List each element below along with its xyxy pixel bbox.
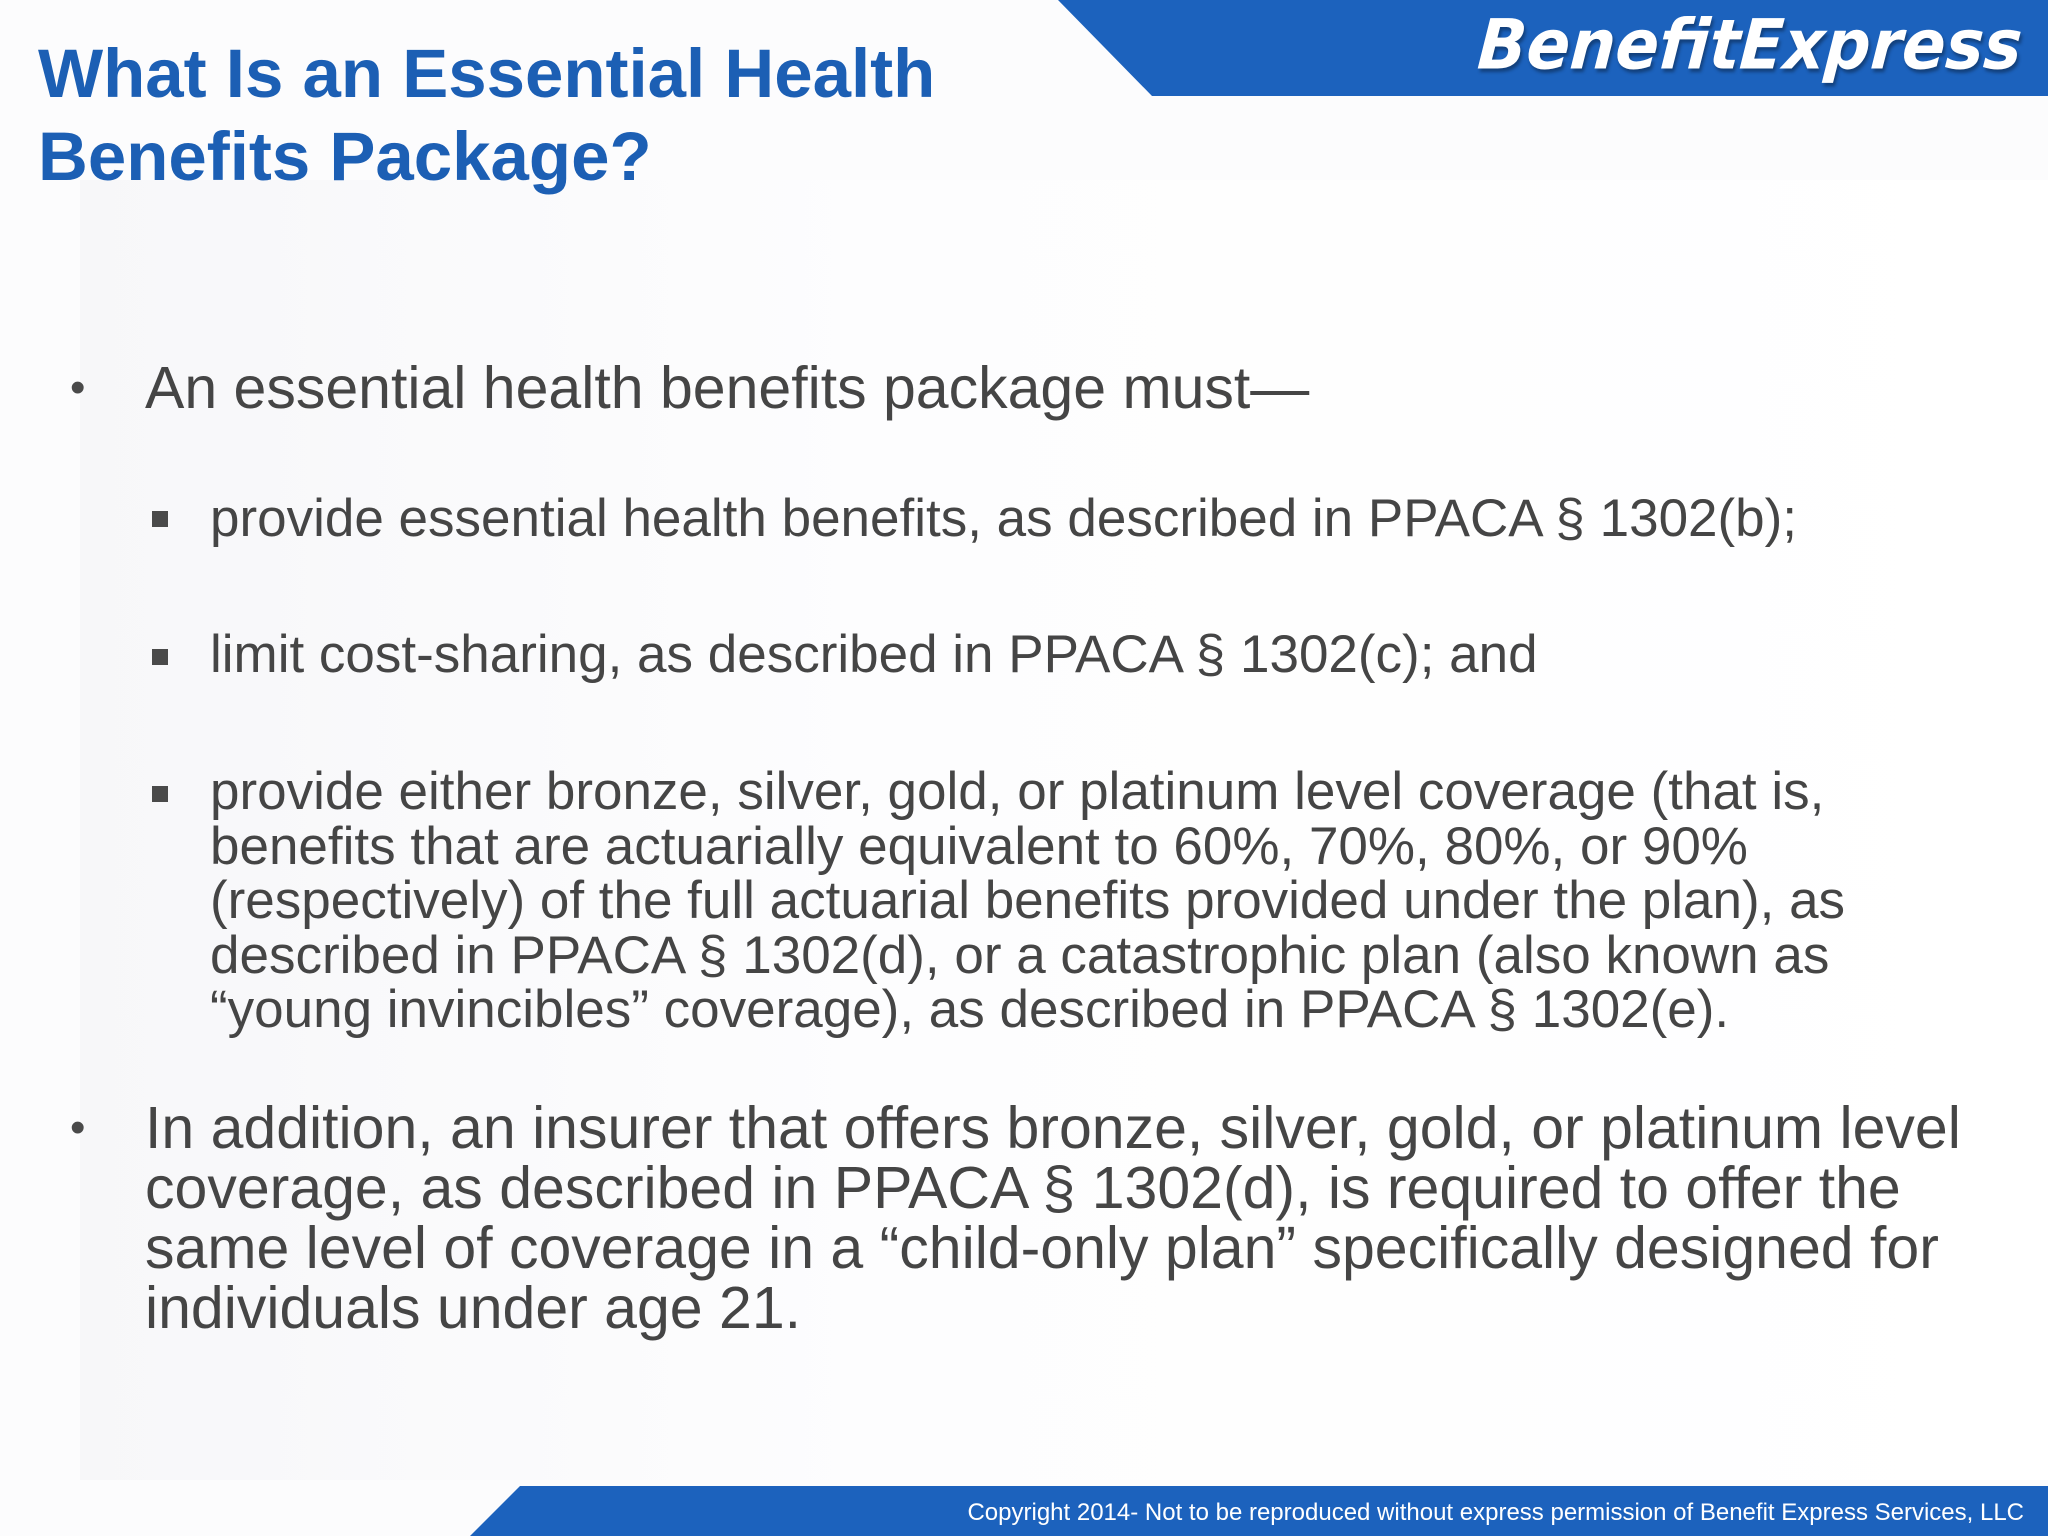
bullet-marker: • [70, 363, 86, 412]
brand-logo-word-1: Benefit [1475, 6, 1743, 86]
page-title-line-2: Benefits Package? [38, 118, 652, 195]
sub-bullet-1-text: provide essential health benefits, as described in PPACA § 1302(b); [210, 489, 1798, 548]
sub-bullet-3-text: provide either bronze, silver, gold, or platinum level coverage (that is, benefits that are actuarially equivalent to 60%, 70%, 80%, or 90% (respectively) of the full actuarial benefits provided under the plan), as described in PPACA § 1302(d), or a catastrophic plan (also known as “young invincibles” coverage), as described in PPACA § 1302(e). [210, 762, 1846, 1039]
brand-logo-word-2: Express [1737, 6, 2025, 86]
sub-bullet-marker [152, 511, 168, 527]
page-title [38, 32, 1038, 198]
bullet-marker: • [70, 1103, 86, 1152]
footer-banner [0, 1486, 2048, 1536]
copyright-notice: Copyright 2014- Not to be reproduced without express permission of Benefit Express Services, LLC [967, 1499, 2024, 1526]
sub-bullet-2-text: limit cost-sharing, as described in PPACA § 1302(c); and [210, 625, 1538, 684]
sub-bullet-marker [152, 649, 168, 665]
sub-bullet-marker [152, 786, 168, 802]
bullet-2-text: In addition, an insurer that offers bronze, silver, gold, or platinum level coverage, as described in PPACA § 1302(d), is required to offer the same level of coverage in a “child-only plan” specifically designed for individuals under age 21. [145, 1095, 1961, 1341]
page-title-line-1: What Is an Essential Health [38, 35, 936, 112]
bullet-1-text: An essential health benefits package must— [145, 355, 1310, 421]
brand-logo [1475, 2, 2025, 90]
